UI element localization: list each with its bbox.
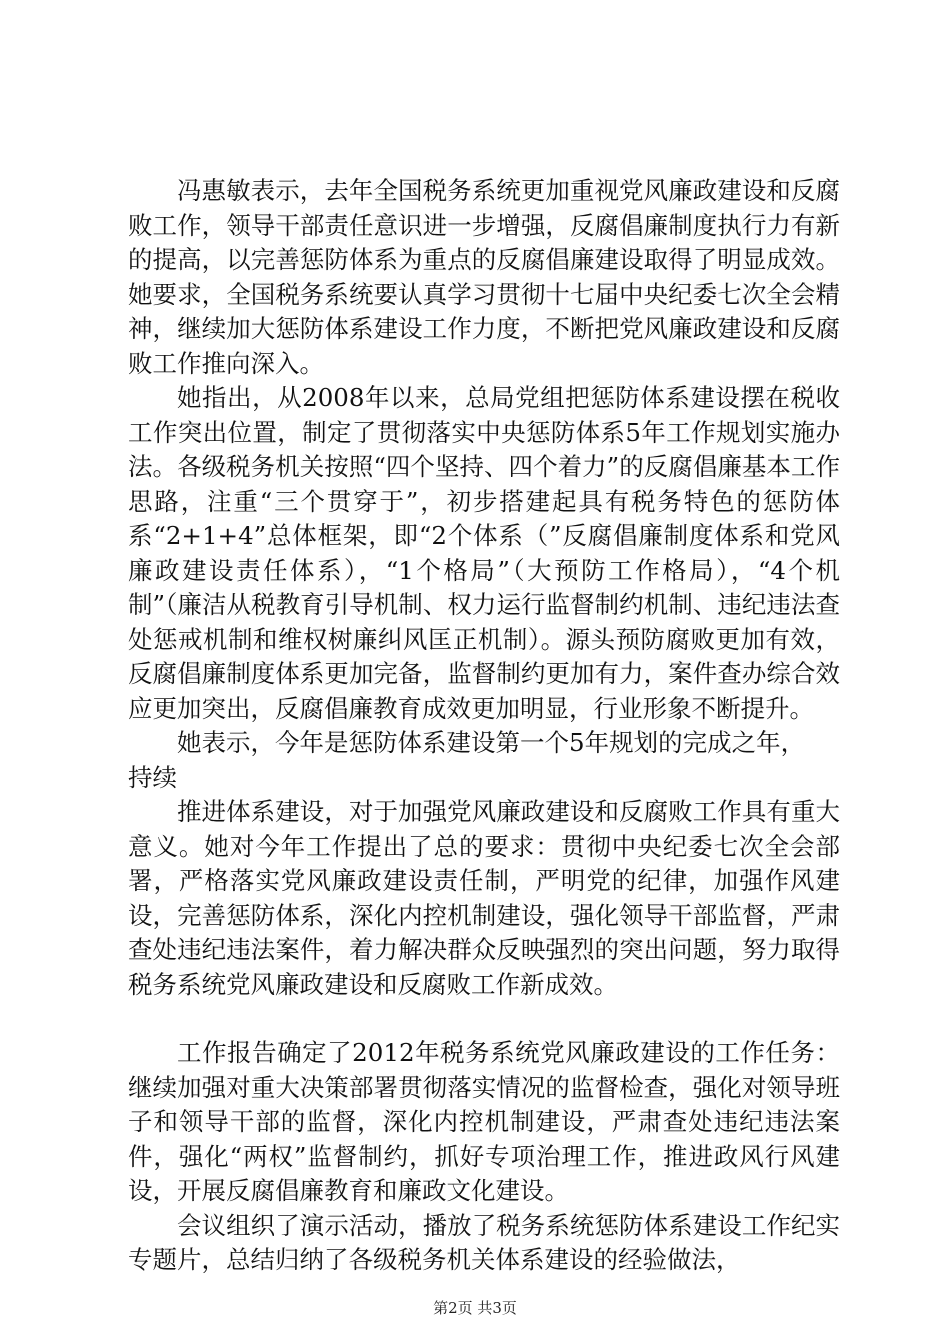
paragraph-she-stated: 她表示，今年是惩防体系建设第一个5年规划的完成之年， bbox=[177, 728, 806, 757]
page-footer: 第2页 共3页 bbox=[433, 1299, 517, 1317]
paragraph-she-pointed-out: 她指出，从2008年以来，总局党组把惩防体系建设摆在税收工作突出位置，制定了贯彻落实中央惩防体系5年工作规划实施办法。各级税务机关按照“四个坚持、四个着力”的反腐倡廉基本工作思路，注重“三个贯穿于”，初步搭建起具有税务特色的惩防体系“2+1+4”总体框架，即“2个体系（”反腐倡廉制度体系和党风廉政建设责任体系），“1个格局”（大预防工作格局），“4个机制”（廉洁从税教育引导机制、权力运行监督制约机制、违纪违法查处惩戒机制和维权树廉纠风匡正机制）。源头预防腐败更加有效，反腐倡廉制度体系更加完备，监督制约更加有力，案件查办综合效应更加突出，反腐倡廉教育成效更加明显，行业形象不断提升。 bbox=[128, 383, 840, 723]
paragraph-work-report: 工作报告确定了2012年税务系统党风廉政建设的工作任务：继续加强对重大决策部署贯彻落实情况的监督检查，强化对领导班子和领导干部的监督，深化内控机制建设，严肃查处违纪违法案件，强化“两权”监督制约，抓好专项治理工作，推进政风行风建设，开展反腐倡廉教育和廉政文化建设。 bbox=[128, 1038, 840, 1205]
paragraph-continue-fragment: 持续 bbox=[128, 762, 177, 792]
document-body bbox=[128, 174, 840, 1278]
paragraph-promote-system-building: 推进体系建设，对于加强党风廉政建设和反腐败工作具有重大意义。她对今年工作提出了总的要求：贯彻中央纪委七次全会部署，严格落实党风廉政建设责任制，严明党的纪律，加强作风建设，完善惩防体系，深化内控机制建设，强化领导干部监督，严肃查处违纪违法案件，着力解决群众反映强烈的突出问题，努力取得税务系统党风廉政建设和反腐败工作新成效。 bbox=[128, 797, 840, 999]
paragraph-meeting-demonstration: 会议组织了演示活动，播放了税务系统惩防体系建设工作纪实专题片，总结归纳了各级税务机关体系建设的经验做法， bbox=[128, 1210, 840, 1274]
paragraph-feng-huimin-remarks: 冯惠敏表示，去年全国税务系统更加重视党风廉政建设和反腐败工作，领导干部责任意识进一步增强，反腐倡廉制度执行力有新的提高，以完善惩防体系为重点的反腐倡廉建设取得了明显成效。她要求，全国税务系统要认真学习贯彻十七届中央纪委七次全会精神，继续加大惩防体系建设工作力度，不断把党风廉政建设和反腐败工作推向深入。 bbox=[128, 176, 840, 378]
